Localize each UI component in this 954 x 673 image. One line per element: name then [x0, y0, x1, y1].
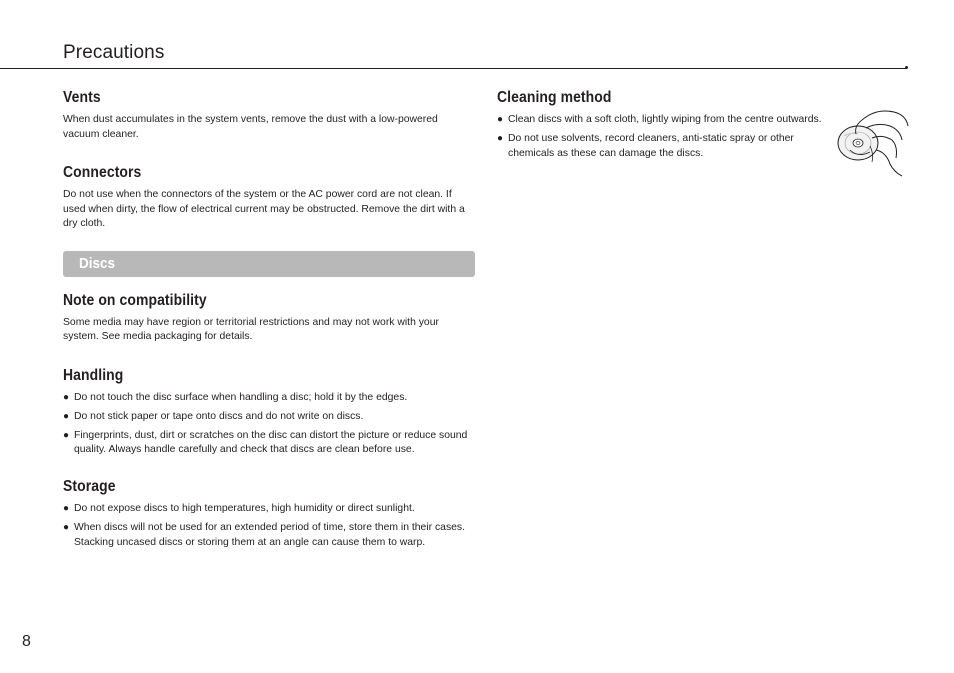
bullet-icon: ●	[63, 429, 70, 441]
heading-connectors: Connectors	[63, 164, 142, 181]
list-storage	[63, 502, 475, 550]
list-item: ● Do not touch the disc surface when handling a disc; hold it by the edges.	[63, 391, 475, 406]
discs-band-label: Discs	[79, 254, 116, 272]
page-number: 8	[22, 633, 31, 650]
heading-compatibility: Note on compatibility	[63, 291, 207, 309]
section-handling	[63, 366, 475, 458]
header-rule-tip	[905, 66, 908, 69]
heading-cleaning: Cleaning method	[497, 89, 612, 106]
text-connectors: Do not use when the connectors of the system or the AC power cord are not clean. If used when dirty, the flow of electrical current may be obstructed. Remove the dirt with a dry cloth.	[63, 189, 465, 229]
discs-section-band	[63, 251, 475, 277]
bullet-icon: ●	[497, 114, 504, 125]
section-connectors	[63, 163, 475, 232]
bullet-icon: ●	[63, 503, 70, 514]
list-item: ● Do not expose discs to high temperatures, high humidity or direct sunlight.	[63, 502, 475, 517]
list-item: ● Do not stick paper or tape onto discs and do not write on discs.	[63, 410, 475, 425]
section-storage	[63, 477, 475, 550]
hand-wiping-disc-illustration	[836, 106, 910, 180]
left-column	[63, 88, 475, 555]
list-cleaning	[497, 113, 827, 161]
text-vents: When dust accumulates in the system vents, remove the dust with a low-powered vacuum cleaner.	[63, 114, 438, 140]
bullet-icon: ●	[497, 133, 504, 144]
list-item: ● Clean discs with a soft cloth, lightly wiping from the centre outwards.	[497, 113, 827, 128]
bullet-icon: ●	[63, 522, 70, 533]
list-handling	[63, 391, 475, 458]
list-item: ● When discs will not be used for an extended period of time, store them in their cases. Stacking uncased discs or storing them at an angle can cause them to warp.	[63, 522, 466, 548]
text-compatibility: Some media may have region or territorial restrictions and may not work with your system. See media packaging for details.	[63, 316, 439, 342]
right-column	[497, 88, 827, 166]
section-cleaning	[497, 88, 827, 161]
list-item: ● Do not use solvents, record cleaners, anti-static spray or other chemicals as these can damage the discs.	[497, 133, 794, 159]
section-vents	[63, 88, 475, 142]
bullet-icon: ●	[63, 410, 70, 422]
page-title: Precautions	[63, 42, 165, 63]
heading-storage: Storage	[63, 478, 116, 495]
bullet-icon: ●	[63, 391, 70, 403]
list-item: ● Fingerprints, dust, dirt or scratches on the disc can distort the picture or reduce sound quality. Always handle carefully and check that discs are clean before use.	[63, 429, 468, 455]
heading-handling: Handling	[63, 366, 124, 384]
header-rule	[0, 68, 907, 69]
section-compatibility	[63, 291, 475, 345]
heading-vents: Vents	[63, 89, 101, 106]
